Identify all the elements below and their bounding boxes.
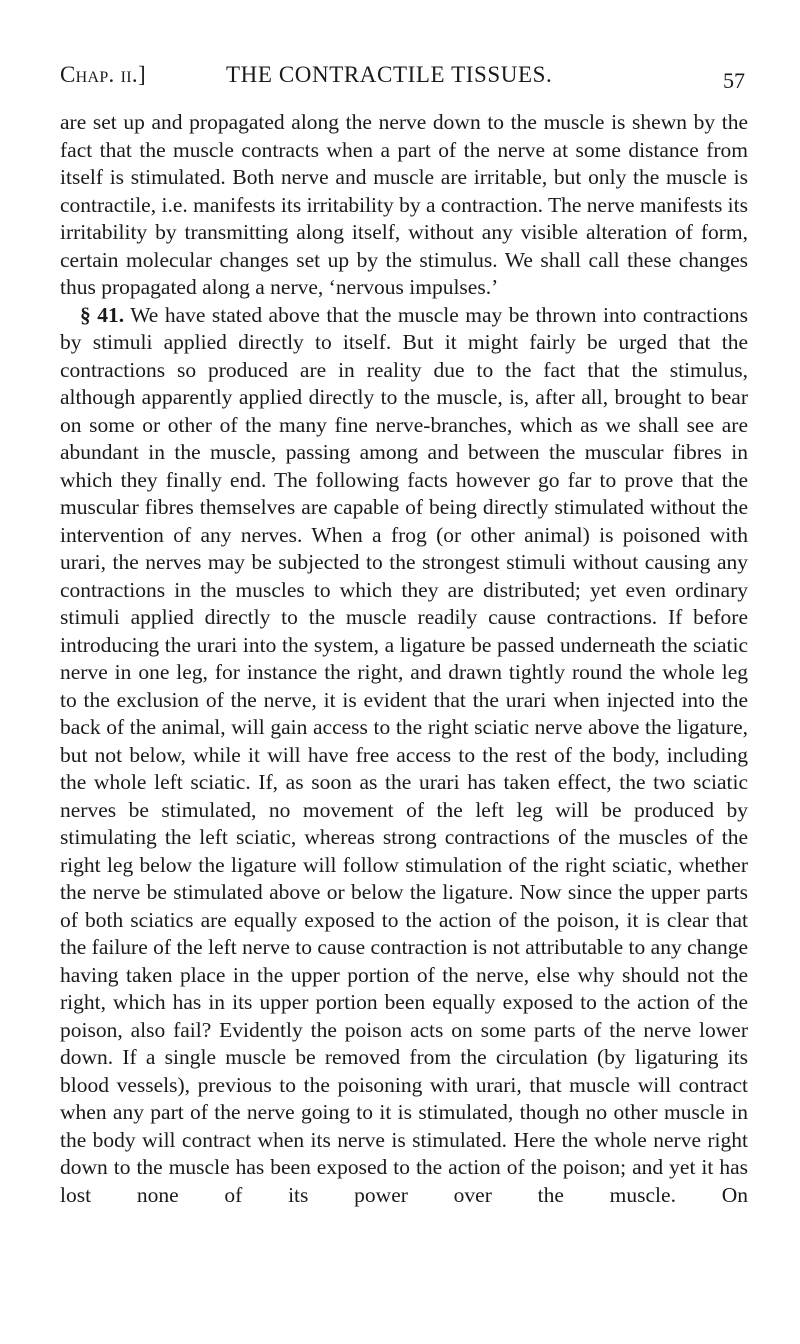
body-text — [60, 109, 748, 1209]
page-number: 57 — [723, 68, 745, 93]
section-41-text: We have stated above that the muscle may be thrown into contractions by stimuli applied directly to itself. But it might fairly be urged that the contractions so produced are in reality due to the fact that the stimulus, although apparently applied directly to the muscle, is, after all, brought to bear on some or other of the many fine nerve-branches, which as we shall see are abundant in the muscle, passing among and between the muscular fibres in which they finally end. The following facts however go far to prove that the muscular fibres themselves are capable of being directly stimulated without the intervention of any nerves. When a frog (or other animal) is poisoned with urari, the nerves may be subjected to the strongest stimuli without causing any contractions in the muscles to which they are distributed; yet even ordinary stimuli applied directly to the muscle readily cause contractions. If before introducing the urari into the system, a ligature be passed underneath the sciatic nerve in one leg, for instance the right, and drawn tightly round the whole leg to the exclusion of the nerve, it is evident that the urari when injected into the back of the animal, will gain access to the right sciatic nerve above the ligature, but not below, while it will have free access to the rest of the body, including the whole left sciatic. If, as soon as the urari has taken effect, the two sciatic nerves be stimulated, no movement of the left leg will be produced by stimulating the left sciatic, whereas strong contractions of the muscles of the right leg below the ligature will follow stimulation of the right sciatic, whether the nerve be stimulated above or below the ligature. Now since the upper parts of both sciatics are equally exposed to the action of the poison, it is clear that the failure of the left nerve to cause contraction is not attributable to any change having taken place in the upper portion of the nerve, else why should not the right, which has in its upper portion been equally exposed to the action of the poison, also fail? Evidently the poison acts on some parts of the nerve lower down. If a single muscle be removed from the circulation (by ligaturing its blood vessels), previous to the poisoning with urari, that muscle will contract when any part of the nerve going to it is stimulated, though no other muscle in the body will contract when its nerve is stimulated. Here the whole nerve right down to the muscle has been exposed to the action of the poison; and yet it has lost none of its power over the muscle. On — [60, 302, 748, 1207]
running-head — [60, 60, 745, 93]
chapter-label: Chap. ii.] — [60, 62, 146, 87]
chapter-title: THE CONTRACTILE TISSUES. — [226, 62, 553, 87]
paragraph-continuation: are set up and propagated along the nerve down to the muscle is shewn by the fact that the muscle contracts when a part of the nerve at some distance from itself is stimulated. Both nerve and muscle are irritable, but only the muscle is contractile, i.e. manifests its irritability by a contraction. The nerve manifests its irritability by transmitting along itself, without any visible alteration of form, certain molecular changes set up by the stimulus. We shall call these changes thus propagated along a nerve, ‘nervous impulses.’ — [60, 110, 748, 299]
section-number: § 41. — [80, 302, 125, 327]
paragraph-section-41 — [60, 302, 748, 1210]
